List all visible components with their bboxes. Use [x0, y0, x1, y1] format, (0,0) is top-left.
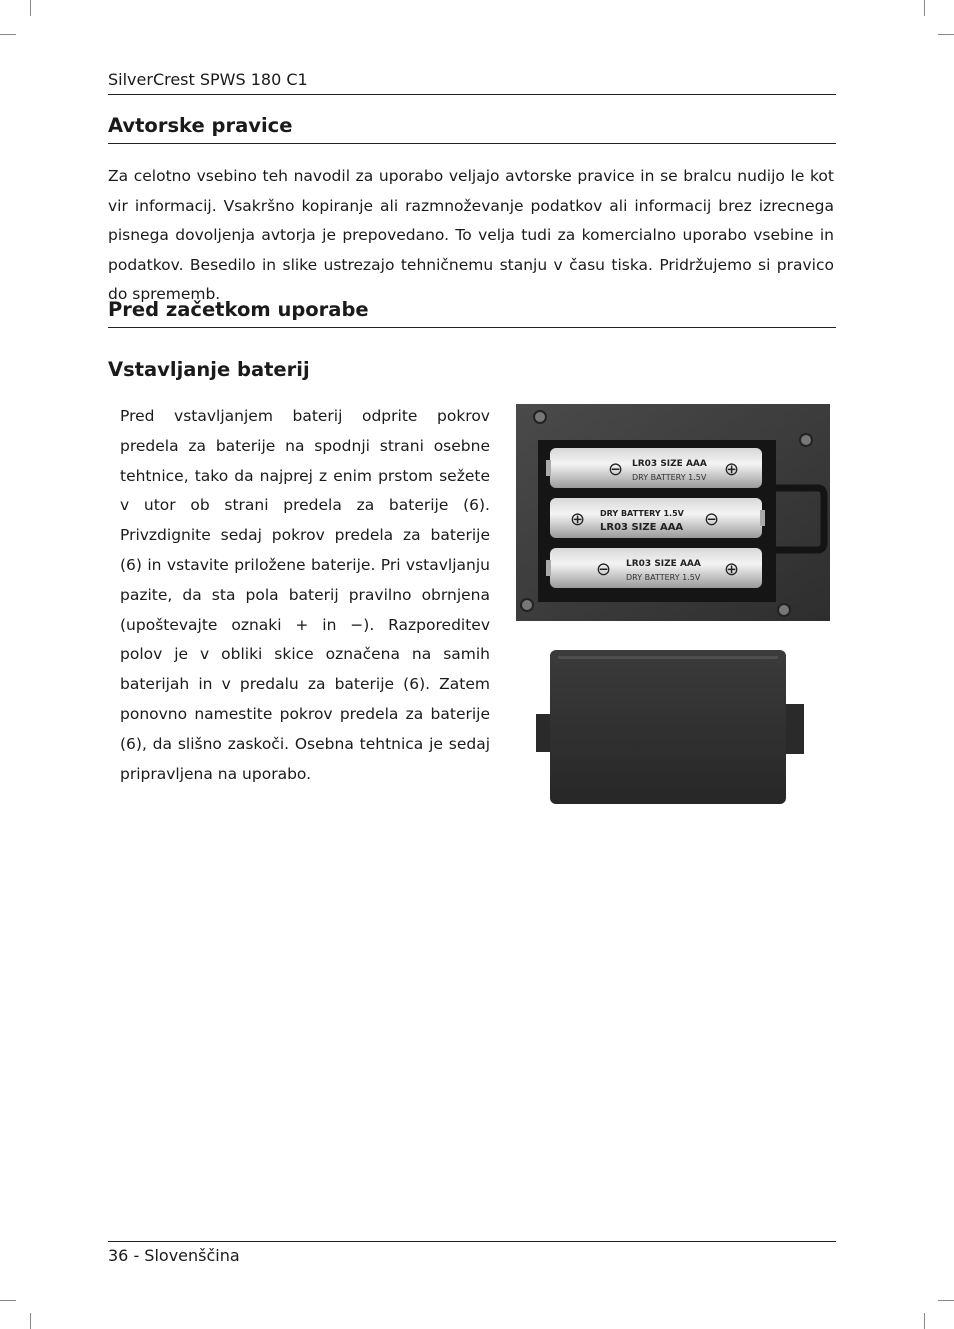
section-heading-copyright: Avtorske pravice [108, 114, 293, 137]
copyright-paragraph: Za celotno vsebino teh navodil za uporabo veljajo avtorske pravice in se bralcu nudijo le kot vir informacij. Vsakršno kopiranje ali razmnoževanje podatkov ali informacij brez izrecnega pisnega dovoljenja avtorja je prepovedano. To velja tudi za komercialno uporabo vsebine in podatkov. Besedilo in slike ustrezajo tehničnemu stanju v času tiska. Pridržujemo si pravico do sprememb. [108, 167, 834, 303]
minus-icon: ⊖ [608, 459, 624, 480]
footer-rule [108, 1241, 836, 1242]
heading-rule [108, 327, 836, 328]
plus-icon: ⊕ [724, 559, 740, 580]
battery-cover [536, 650, 804, 804]
svg-text:DRY BATTERY 1.5V: DRY BATTERY 1.5V [632, 473, 707, 482]
crop-mark [30, 1313, 31, 1329]
plus-icon: ⊕ [724, 459, 740, 480]
battery-instructions-paragraph: Pred vstavljanjem baterij odprite pokrov predela za baterije na spodnji strani osebne tehtnice, tako da najprej z enim prstom sežete v utor ob strani predela za baterije (6). Privzdignite sedaj pokrov predela za baterije (6) in vstavite priložene baterije. Pri vstavljanju pazite, da sta pola baterij pravilno obrnjena (upoštevajte oznaki + in −). Razporeditev polov je v obliki skice označena na samih baterijah in v predalu za baterije (6). Zatem ponovno namestite pokrov predela za baterije (6), da slišno zaskoči. Osebna tehtnica je sedaj pripravljena na uporabo. [120, 407, 490, 783]
crop-mark [924, 0, 925, 16]
heading-rule [108, 143, 836, 144]
crop-mark [0, 1300, 16, 1301]
section-heading-battery-insertion: Vstavljanje baterij [108, 358, 310, 381]
minus-icon: ⊖ [704, 509, 720, 530]
screw-icon [521, 599, 533, 611]
plus-icon: ⊕ [570, 509, 586, 530]
crop-mark [924, 1313, 925, 1329]
battery-top [546, 448, 762, 488]
crop-mark [938, 34, 954, 35]
screw-icon [534, 411, 546, 423]
svg-text:DRY BATTERY 1.5V: DRY BATTERY 1.5V [600, 509, 684, 518]
screw-icon [800, 434, 812, 446]
battery-bottom [546, 548, 762, 588]
page-number: 36 - Slovenščina [108, 1246, 240, 1265]
svg-text:LR03 SIZE AAA: LR03 SIZE AAA [600, 522, 684, 533]
svg-text:DRY BATTERY 1.5V: DRY BATTERY 1.5V [626, 573, 701, 582]
svg-text:LR03 SIZE AAA: LR03 SIZE AAA [632, 459, 707, 469]
crop-mark [938, 1300, 954, 1301]
battery-middle [550, 498, 765, 538]
running-header: SilverCrest SPWS 180 C1 [108, 70, 308, 89]
battery-compartment-photo [516, 404, 832, 808]
crop-mark [30, 0, 31, 16]
minus-icon: ⊖ [596, 559, 612, 580]
svg-text:LR03 SIZE AAA: LR03 SIZE AAA [626, 559, 701, 569]
screw-icon [778, 604, 790, 616]
header-rule [108, 94, 836, 95]
section-heading-before-use: Pred začetkom uporabe [108, 298, 369, 321]
crop-mark [0, 34, 16, 35]
